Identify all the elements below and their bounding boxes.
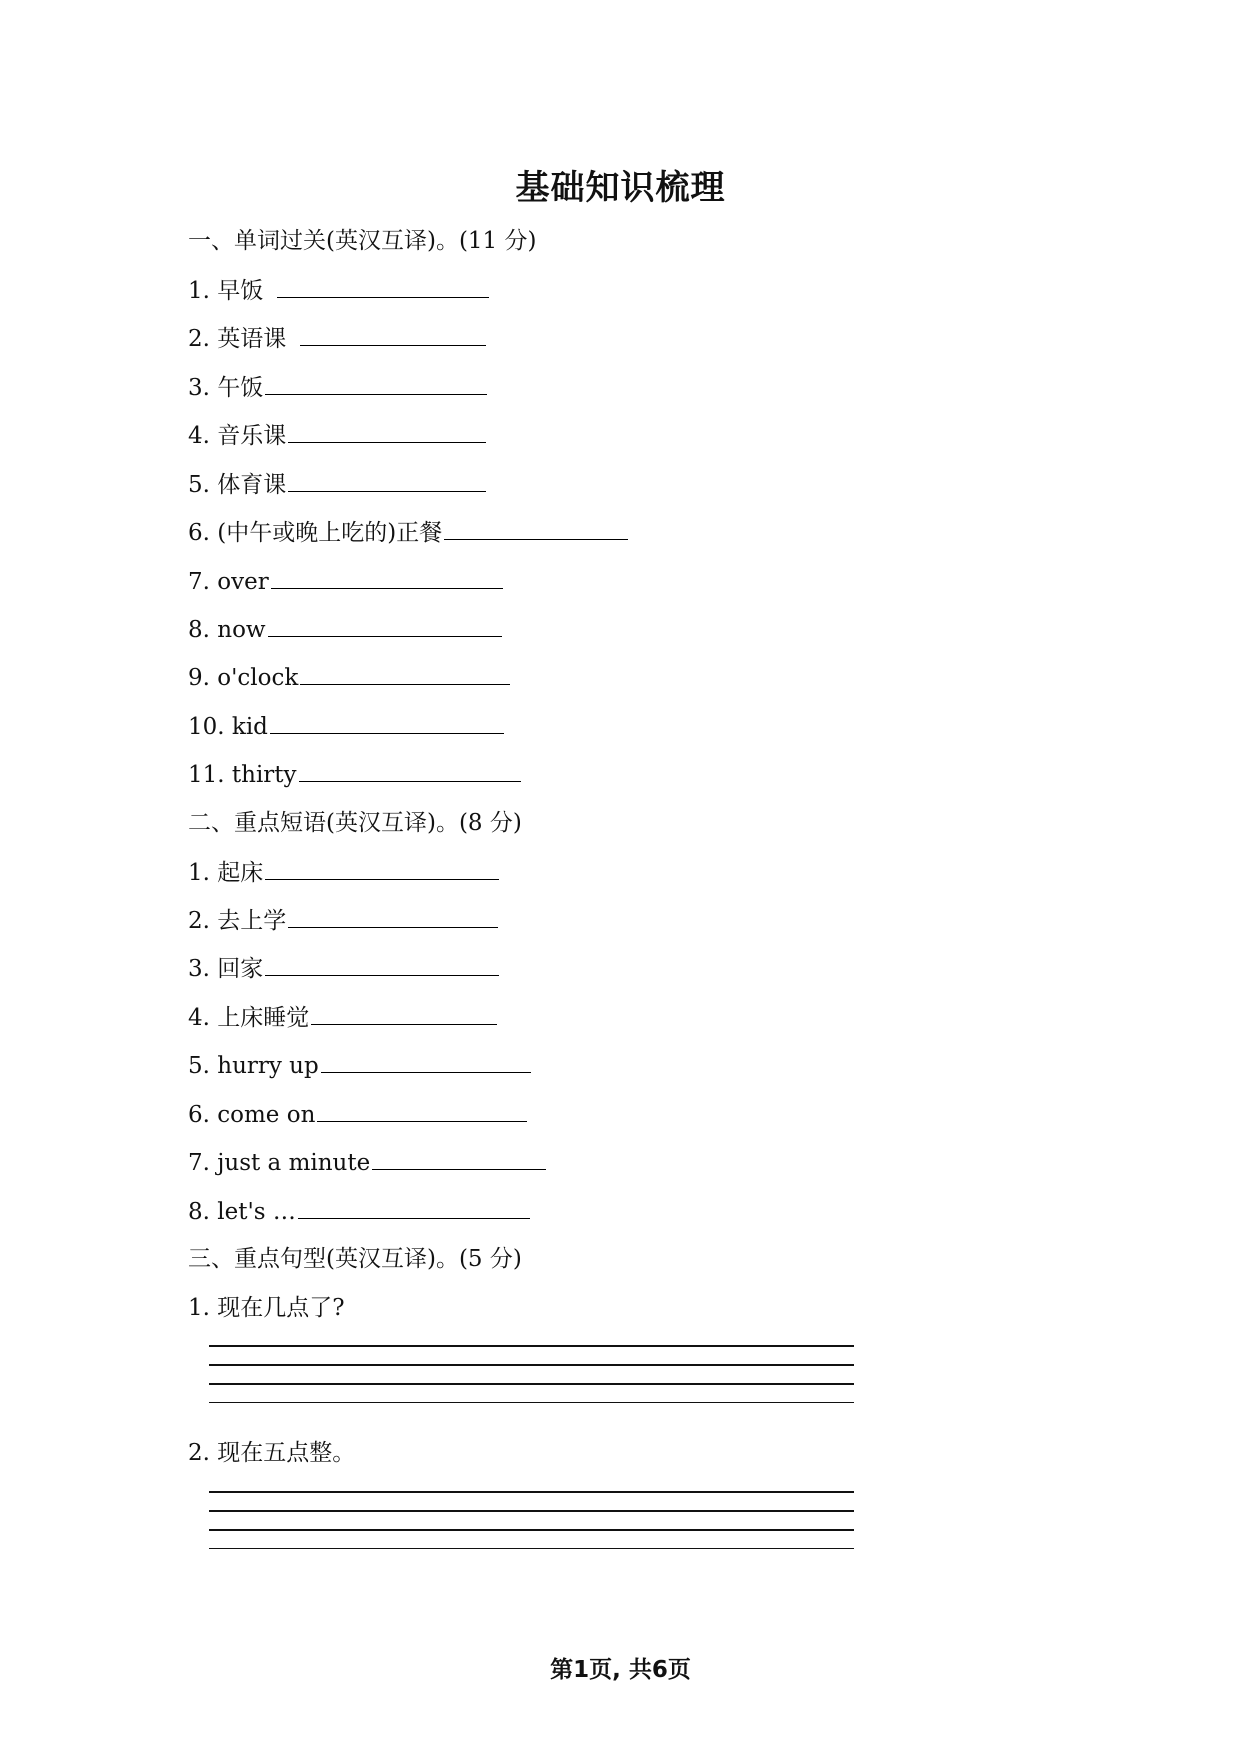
question-prompt: 5. 体育课 [188, 472, 287, 498]
question-prompt: 7. over [188, 569, 269, 595]
answer-blank[interactable] [444, 517, 628, 540]
sentence-prompt: 1. 现在几点了? [188, 1295, 345, 1321]
question-prompt: 9. o'clock [188, 665, 299, 691]
answer-blank[interactable] [288, 420, 486, 443]
question-item [188, 469, 486, 499]
writing-line [209, 1364, 854, 1366]
question-prompt: 10. kid [188, 714, 268, 740]
question-prompt: 2. 英语课 [188, 326, 287, 352]
question-prompt: 7. just a minute [188, 1150, 371, 1176]
question-prompt: 6. come on [188, 1102, 316, 1128]
question-item [188, 372, 487, 402]
question-item [188, 1002, 497, 1032]
answer-blank[interactable] [317, 1099, 527, 1122]
writing-line [209, 1510, 854, 1512]
answer-blank[interactable] [265, 372, 487, 395]
question-prompt: 1. 早饭 [188, 278, 264, 304]
question-prompt: 3. 午饭 [188, 375, 264, 401]
section-heading-vocabulary: 一、单词过关(英汉互译)。(11 分) [188, 228, 537, 254]
question-prompt: 3. 回家 [188, 956, 264, 982]
writing-lines[interactable] [209, 1491, 854, 1561]
writing-line [209, 1548, 854, 1549]
writing-line [209, 1383, 854, 1385]
writing-line [209, 1529, 854, 1531]
question-prompt: 11. thirty [188, 762, 297, 788]
question-prompt: 8. now [188, 617, 266, 643]
question-prompt: 6. (中午或晚上吃的)正餐 [188, 520, 443, 546]
answer-blank[interactable] [265, 953, 499, 976]
answer-blank[interactable] [288, 469, 486, 492]
question-item [188, 1099, 527, 1129]
question-item [188, 759, 521, 789]
question-item [188, 420, 486, 450]
answer-blank[interactable] [270, 711, 504, 734]
writing-line [209, 1345, 854, 1347]
writing-line [209, 1402, 854, 1403]
question-prompt: 5. hurry up [188, 1053, 319, 1079]
question-item [188, 517, 628, 547]
writing-lines[interactable] [209, 1345, 854, 1415]
question-item [188, 1050, 531, 1080]
page-title: 基础知识梳理 [515, 168, 726, 208]
answer-blank[interactable] [298, 1196, 530, 1219]
question-item [188, 905, 498, 935]
answer-blank[interactable] [268, 614, 502, 637]
question-prompt: 4. 音乐课 [188, 423, 287, 449]
question-item [188, 662, 510, 692]
question-item [188, 711, 504, 741]
section-heading-sentences: 三、重点句型(英汉互译)。(5 分) [188, 1246, 522, 1272]
question-prompt: 4. 上床睡觉 [188, 1005, 310, 1031]
question-item [188, 323, 486, 353]
sentence-prompt: 2. 现在五点整。 [188, 1440, 356, 1466]
answer-blank[interactable] [321, 1050, 531, 1073]
writing-line [209, 1491, 854, 1493]
answer-blank[interactable] [300, 323, 486, 346]
question-prompt: 2. 去上学 [188, 908, 287, 934]
question-item [188, 1147, 546, 1177]
question-item [188, 857, 499, 887]
page-number: 第1页, 共6页 [550, 1657, 691, 1683]
answer-blank[interactable] [300, 662, 510, 685]
answer-blank[interactable] [265, 857, 499, 880]
answer-blank[interactable] [271, 566, 503, 589]
answer-blank[interactable] [372, 1147, 546, 1170]
question-item [188, 953, 499, 983]
answer-blank[interactable] [311, 1002, 497, 1025]
question-prompt: 8. let's … [188, 1199, 296, 1225]
answer-blank[interactable] [277, 275, 489, 298]
answer-blank[interactable] [299, 759, 521, 782]
question-item [188, 614, 502, 644]
section-heading-phrases: 二、重点短语(英汉互译)。(8 分) [188, 810, 522, 836]
question-item [188, 275, 489, 305]
answer-blank[interactable] [288, 905, 498, 928]
question-prompt: 1. 起床 [188, 860, 264, 886]
question-item [188, 566, 503, 596]
question-item [188, 1196, 530, 1226]
